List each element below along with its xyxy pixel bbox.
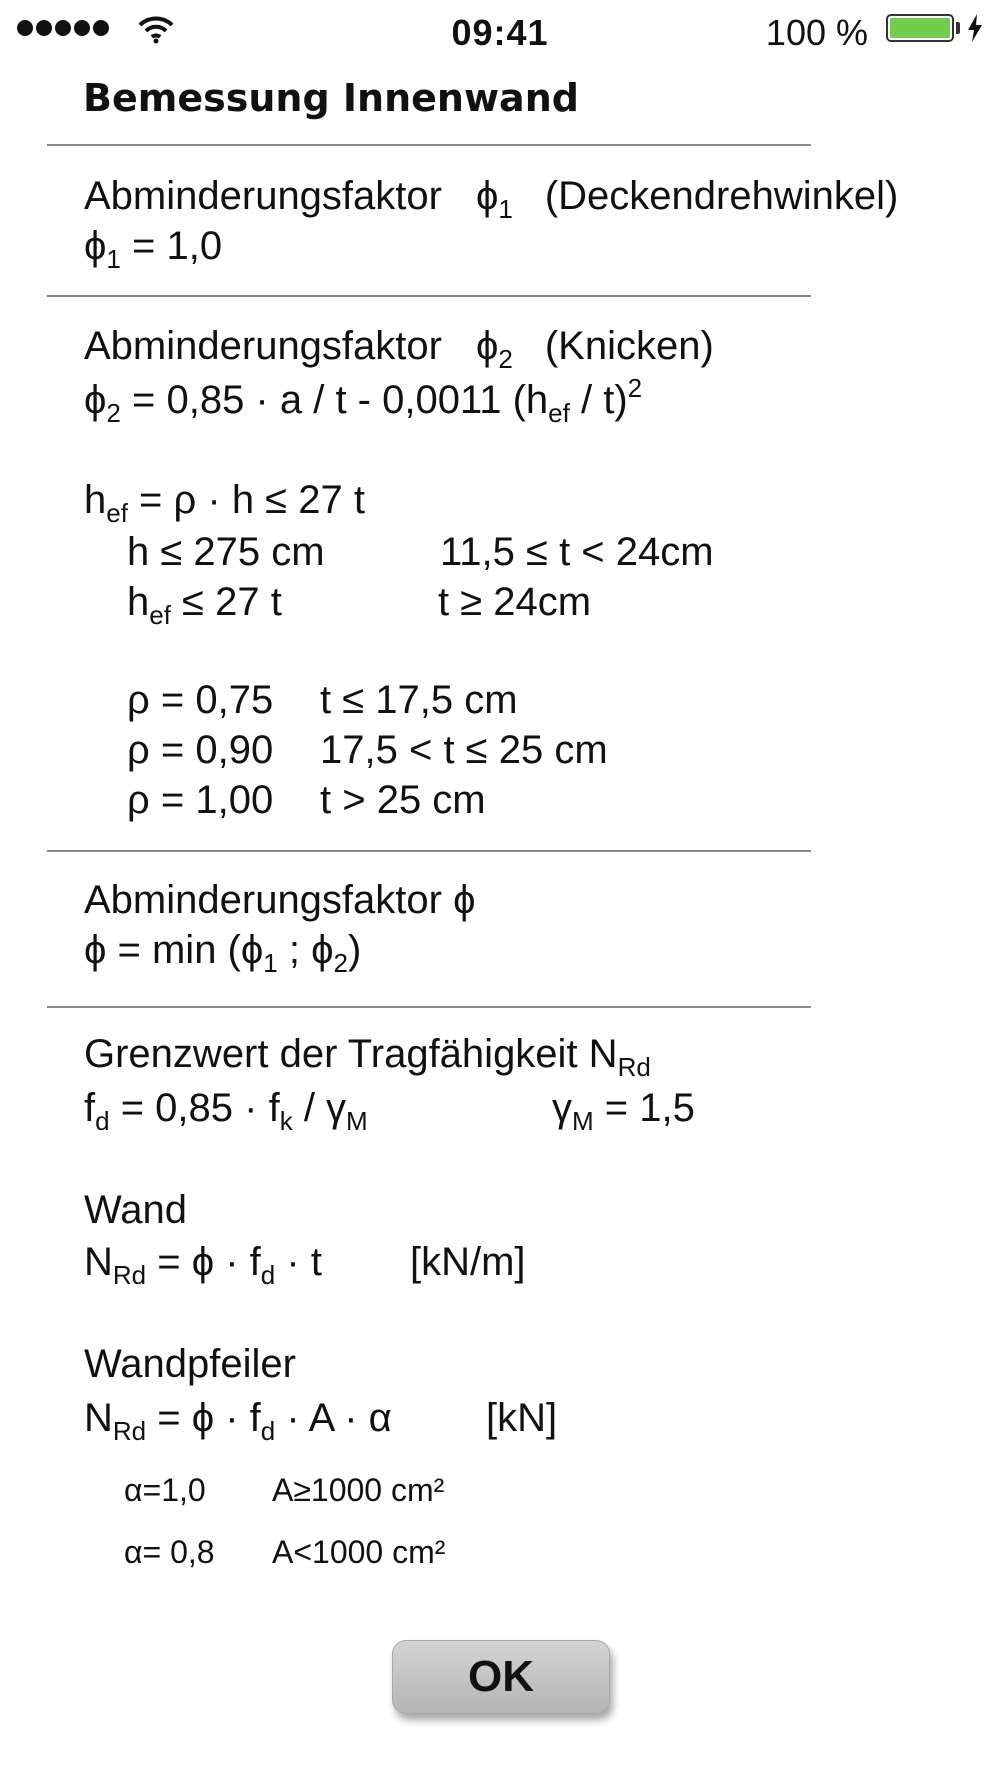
wand-label: Wand: [84, 1188, 188, 1232]
phi2-heading: Abminderungsfaktor $\phi_2$ (Knicken): [84, 324, 714, 374]
rho-value-2: ρ = 0,90: [127, 728, 274, 772]
alpha-condition-2: A<1000 cm²: [272, 1534, 446, 1570]
wandpfeiler-formula: $N_{Rd} = \phi \cdot f_d \cdot A \cdot \alpha$: [84, 1396, 392, 1446]
divider: [47, 1006, 811, 1008]
hef-formula: $h_{ef} = \rho \cdot h \le 27$ t: [84, 478, 365, 528]
nrd-heading: Grenzwert der Tragfähigkeit $N_{Rd}$: [84, 1032, 651, 1082]
wand-formula: $N_{Rd} = \phi \cdot f_d \cdot t$: [84, 1240, 322, 1290]
battery-icon: [886, 14, 954, 42]
hef-condition-1-range: 11,5 ≤ t < 24cm: [440, 530, 714, 574]
status-bar: [0, 0, 1000, 62]
battery-cap: [956, 22, 960, 34]
hef-condition-1: h ≤ 275 cm: [127, 530, 325, 574]
hef-condition-2: $h_{ef} \le 27$ t: [127, 580, 282, 630]
phi-min-formula: $\phi = \min (\phi_1$ ; $\phi_2$): [84, 928, 362, 978]
divider: [47, 850, 811, 852]
divider: [47, 295, 811, 297]
wandpfeiler-unit: [kN]: [486, 1396, 558, 1440]
ok-button[interactable]: OK: [392, 1640, 610, 1714]
alpha-value-2: α= 0,8: [124, 1534, 215, 1570]
alpha-value-1: α=1,0: [124, 1472, 206, 1508]
phi-heading: Abminderungsfaktor ϕ: [84, 878, 476, 922]
divider: [47, 144, 811, 146]
gamma-m-value: $\gamma_M = 1,5$: [552, 1086, 695, 1136]
charging-bolt-icon: [966, 14, 984, 42]
rho-condition-1: t ≤ 17,5 cm: [320, 678, 518, 722]
page-title: Bemessung Innenwand: [83, 76, 579, 120]
phi1-formula: $\phi_1 = 1,0$: [84, 224, 223, 274]
wandpfeiler-label: Wandpfeiler: [84, 1342, 296, 1386]
fd-formula: $f_d = 0,85 \cdot f_k / \gamma_M$: [84, 1086, 368, 1136]
rho-value-1: ρ = 0,75: [127, 678, 274, 722]
rho-condition-3: t > 25 cm: [320, 778, 486, 822]
phi1-heading: Abminderungsfaktor $\phi_1$ (Deckendrehwinkel): [84, 174, 899, 224]
wand-unit: [kN/m]: [410, 1240, 526, 1284]
alpha-condition-1: A≥1000 cm²: [272, 1472, 445, 1508]
status-time: 09:41: [451, 12, 549, 53]
hef-condition-2-range: t ≥ 24cm: [438, 580, 592, 624]
rho-value-3: ρ = 1,00: [127, 778, 274, 822]
phi2-formula: $\phi_2 = 0,85 \cdot a / t - 0,0011$ $(h_{ef} / t)^2$: [84, 373, 643, 428]
battery-percentage: 100 %: [765, 12, 868, 53]
battery-fill: [890, 18, 950, 38]
rho-condition-2: 17,5 < t ≤ 25 cm: [320, 728, 608, 772]
